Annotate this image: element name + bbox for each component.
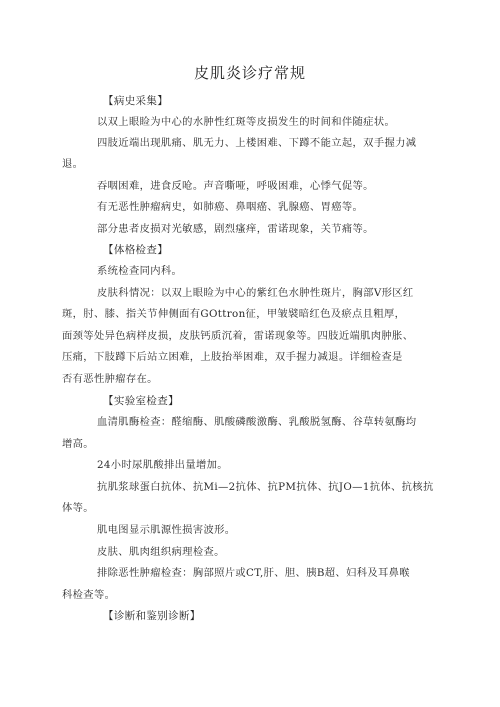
paragraph-line: 抗肌浆球蛋白抗体、抗Mi—2抗体、抗PM抗体、抗JO—1抗体、抗核抗 xyxy=(97,481,434,493)
section-heading-lab-tests: 【实验室检查】 xyxy=(103,395,179,407)
paragraph-line: 面颈等处异色病样皮损，皮肤钙质沉着，雷诺现象等。四肢近端肌肉肿胀、 xyxy=(62,330,414,342)
paragraph-line: 血清肌酶检查：醛缩酶、肌酸磷酸激酶、乳酸脱氢酶、谷草转氨酶均 xyxy=(97,416,417,428)
paragraph-line: 体等。 xyxy=(62,502,94,514)
section-heading-physical-exam: 【体格检查】 xyxy=(103,244,169,256)
paragraph-line: 皮肤科情况：以双上眼睑为中心的紫红色水肿性斑片，胸部V形区红 xyxy=(97,287,414,299)
paragraph-line: 排除恶性肿瘤检查：胸部照片或CT,肝、胆、胰B超、妇科及耳鼻喉 xyxy=(97,567,410,579)
paragraph-line: 科检查等。 xyxy=(62,589,116,601)
document-title: 皮肌炎诊疗常规 xyxy=(193,64,306,82)
paragraph-line: 吞咽困难，进食反呛。声音嘶哑，呼吸困难，心悸气促等。 xyxy=(97,180,374,192)
paragraph-line: 以双上眼睑为中心的水肿性红斑等皮损发生的时间和伴随症状。 xyxy=(97,116,396,128)
paragraph-line: 压痛，下肢蹲下后站立困难，上肢抬举困难，双手握力减退。详细检查是 xyxy=(62,351,403,363)
paragraph-line: 部分患者皮损对光敏感，剧烈瘙痒，雷诺现象，关节痛等。 xyxy=(97,223,374,235)
paragraph-line: 斑，肘、膝、指关节伸侧面有GOttron征，甲皱襞暗红色及瘀点且粗厚， xyxy=(62,308,406,320)
paragraph-line: 肌电图显示肌源性损害波形。 xyxy=(97,524,236,536)
paragraph-line: 增高。 xyxy=(62,438,94,450)
paragraph-line: 皮肤、肌肉组织病理检查。 xyxy=(97,546,225,558)
paragraph-line: 四肢近端出现肌痛、肌无力、上楼困难、下蹲不能立起，双手握力减 xyxy=(97,137,417,149)
paragraph-line: 24小时尿肌酸排出量增加。 xyxy=(97,459,228,471)
paragraph-line: 退。 xyxy=(62,158,84,170)
paragraph-line: 系统检查同内科。 xyxy=(97,265,183,277)
section-heading-history: 【病史采集】 xyxy=(103,95,169,107)
paragraph-line: 否有恶性肿瘤存在。 xyxy=(62,373,158,385)
paragraph-line: 有无恶性肿瘤病史，如肺癌、鼻咽癌、乳腺癌、胃癌等。 xyxy=(97,201,364,213)
section-heading-diagnosis: 【诊断和鉴别诊断】 xyxy=(103,610,201,622)
